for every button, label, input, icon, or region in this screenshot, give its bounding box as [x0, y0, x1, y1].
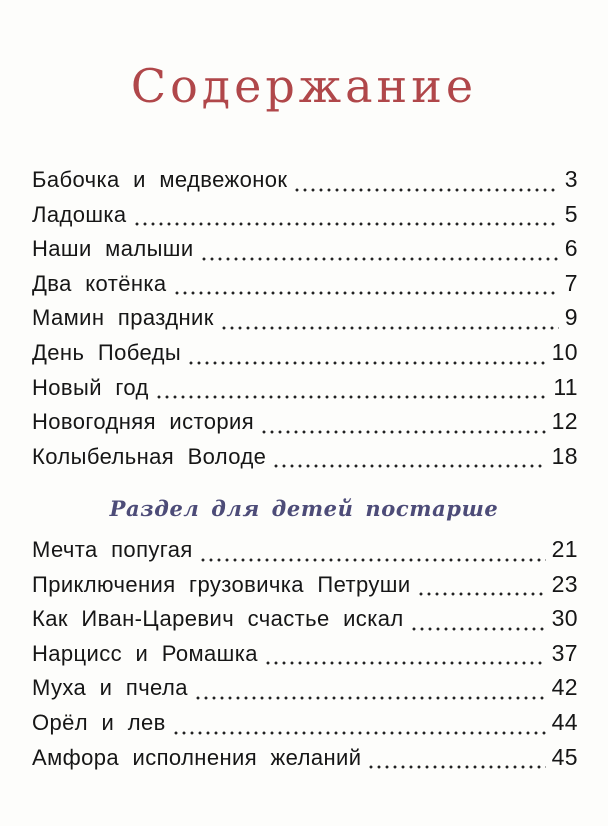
toc-entry-page: 11 — [553, 373, 578, 400]
toc-entry[interactable] — [32, 408, 578, 443]
toc-entry-title: Амфора исполнения желаний — [32, 744, 362, 770]
toc-entry-title: Мечта попугая — [32, 537, 193, 562]
toc-entry-title: Ладошка — [32, 201, 127, 227]
toc-entry-title: Как Иван-Царевич счастье искал — [32, 606, 404, 632]
dot-leader — [173, 291, 559, 295]
dot-leader — [220, 326, 559, 330]
toc-entry-page: 18 — [551, 442, 578, 469]
toc-older-list — [32, 536, 578, 778]
dot-leader — [187, 361, 546, 365]
page-title: Содержание — [130, 59, 478, 113]
toc-entry-title: Приключения грузовичка Петруши — [32, 571, 411, 597]
dot-leader — [194, 696, 546, 700]
toc-entry-page: 45 — [551, 743, 578, 770]
toc-entry[interactable] — [32, 674, 578, 709]
toc-entry[interactable] — [32, 605, 578, 640]
toc-entry-page: 7 — [564, 269, 578, 296]
toc-entry[interactable] — [32, 709, 578, 744]
toc-entry-title: Колыбельная Володе — [32, 443, 267, 469]
toc-entry-page: 23 — [551, 570, 578, 597]
toc-entry[interactable] — [32, 339, 578, 374]
dot-leader — [155, 395, 548, 399]
toc-entry[interactable] — [32, 571, 578, 606]
toc-entry[interactable] — [32, 304, 578, 339]
toc-entry-page: 42 — [551, 674, 578, 701]
toc-entry-page: 21 — [551, 536, 578, 562]
toc-entry-page: 12 — [551, 408, 578, 435]
toc-entry[interactable] — [32, 640, 578, 675]
toc-entry-title: Новогодняя история — [32, 409, 255, 435]
toc-entry-title: День Победы — [32, 339, 182, 365]
toc-entry-page: 3 — [564, 166, 578, 192]
toc-entry-page: 5 — [564, 200, 578, 227]
toc-entry[interactable] — [32, 270, 578, 305]
toc-entry-title: Муха и пчела — [32, 675, 188, 701]
toc-entry[interactable] — [32, 744, 578, 779]
toc-entry-title: Бабочка и медвежонок — [32, 167, 288, 192]
toc-entry-page: 10 — [551, 338, 578, 365]
toc-entry[interactable] — [32, 166, 578, 201]
toc-entry-page: 37 — [551, 639, 578, 666]
toc-entry-page: 30 — [551, 605, 578, 632]
toc-entry-title: Нарцисс и Ромашка — [32, 640, 258, 666]
dot-leader — [417, 592, 546, 596]
toc-entry-title: Мамин праздник — [32, 305, 214, 331]
toc-main-list — [32, 166, 578, 477]
dot-leader — [367, 765, 545, 769]
toc-entry[interactable] — [32, 201, 578, 236]
toc-entry[interactable] — [32, 374, 578, 409]
dot-leader — [272, 464, 545, 468]
dot-leader — [264, 661, 546, 665]
toc-entry-page: 9 — [564, 304, 578, 331]
toc-entry-title: Орёл и лев — [32, 709, 166, 735]
toc-entry-title: Два котёнка — [32, 270, 167, 296]
section-title: Раздел для детей постарше — [109, 496, 499, 521]
toc-entry-page: 6 — [564, 235, 578, 262]
toc-entry[interactable] — [32, 235, 578, 270]
dot-leader — [260, 430, 546, 434]
dot-leader — [293, 188, 558, 192]
toc-entry-page: 44 — [551, 708, 578, 735]
dot-leader — [410, 627, 546, 631]
dot-leader — [200, 257, 559, 261]
dot-leader — [172, 731, 546, 735]
toc-entry-title: Новый год — [32, 374, 149, 400]
toc-entry[interactable] — [32, 536, 578, 571]
dot-leader — [133, 222, 559, 226]
toc-entry[interactable] — [32, 443, 578, 478]
toc-entry-title: Наши малыши — [32, 236, 194, 262]
dot-leader — [199, 558, 546, 562]
